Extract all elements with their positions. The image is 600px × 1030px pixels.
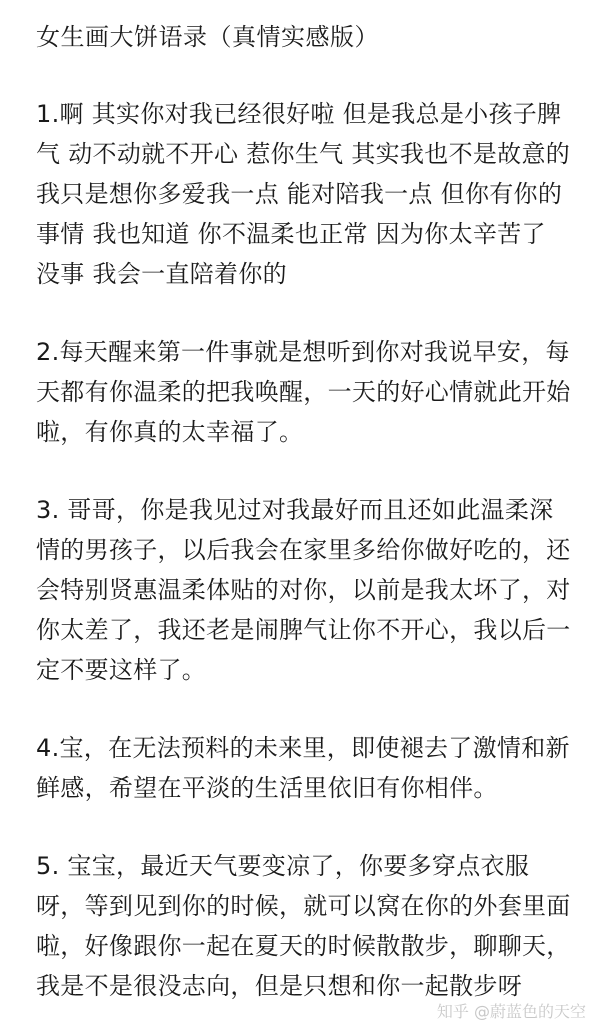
quote-paragraph-1: 1.啊 其实你对我已经很好啦 但是我总是小孩子脾气 动不动就不开心 惹你生气 其实我也不是故意的 我只是想你多爱我一点 能对陪我一点 但你有你的事情 我也知道 你不温柔也正常 因为你太辛苦了 没事 我会一直陪着你的 — [36, 100, 571, 288]
quote-paragraph-3: 3. 哥哥，你是我见过对我最好而且还如此温柔深情的男孩子，以后我会在家里多给你做好吃的，还会特别贤惠温柔体贴的对你，以前是我太坏了，对你太差了，我还老是闹脾气让你不开心，我以后一定不要这样了。 — [36, 496, 571, 684]
quote-paragraph-2: 2.每天醒来第一件事就是想听到你对我说早安，每天都有你温柔的把我唤醒，一天的好心情就此开始啦，有你真的太幸福了。 — [36, 338, 571, 446]
document-title: 女生画大饼语录（真情实感版） — [36, 23, 379, 51]
quote-paragraph-4: 4.宝，在无法预料的未来里，即使褪去了激情和新鲜感，希望在平淡的生活里依旧有你相伴。 — [36, 734, 570, 802]
quote-paragraph-5: 5. 宝宝，最近天气要变凉了，你要多穿点衣服呀，等到见到你的时候，就可以窝在你的外套里面啦，好像跟你一起在夏天的时候散散步，聊聊天，我是不是很没志向，但是只想和你一起散步呀 — [36, 852, 571, 1000]
zhihu-watermark: 知乎 @蔚蓝色的天空 — [436, 1002, 586, 1021]
